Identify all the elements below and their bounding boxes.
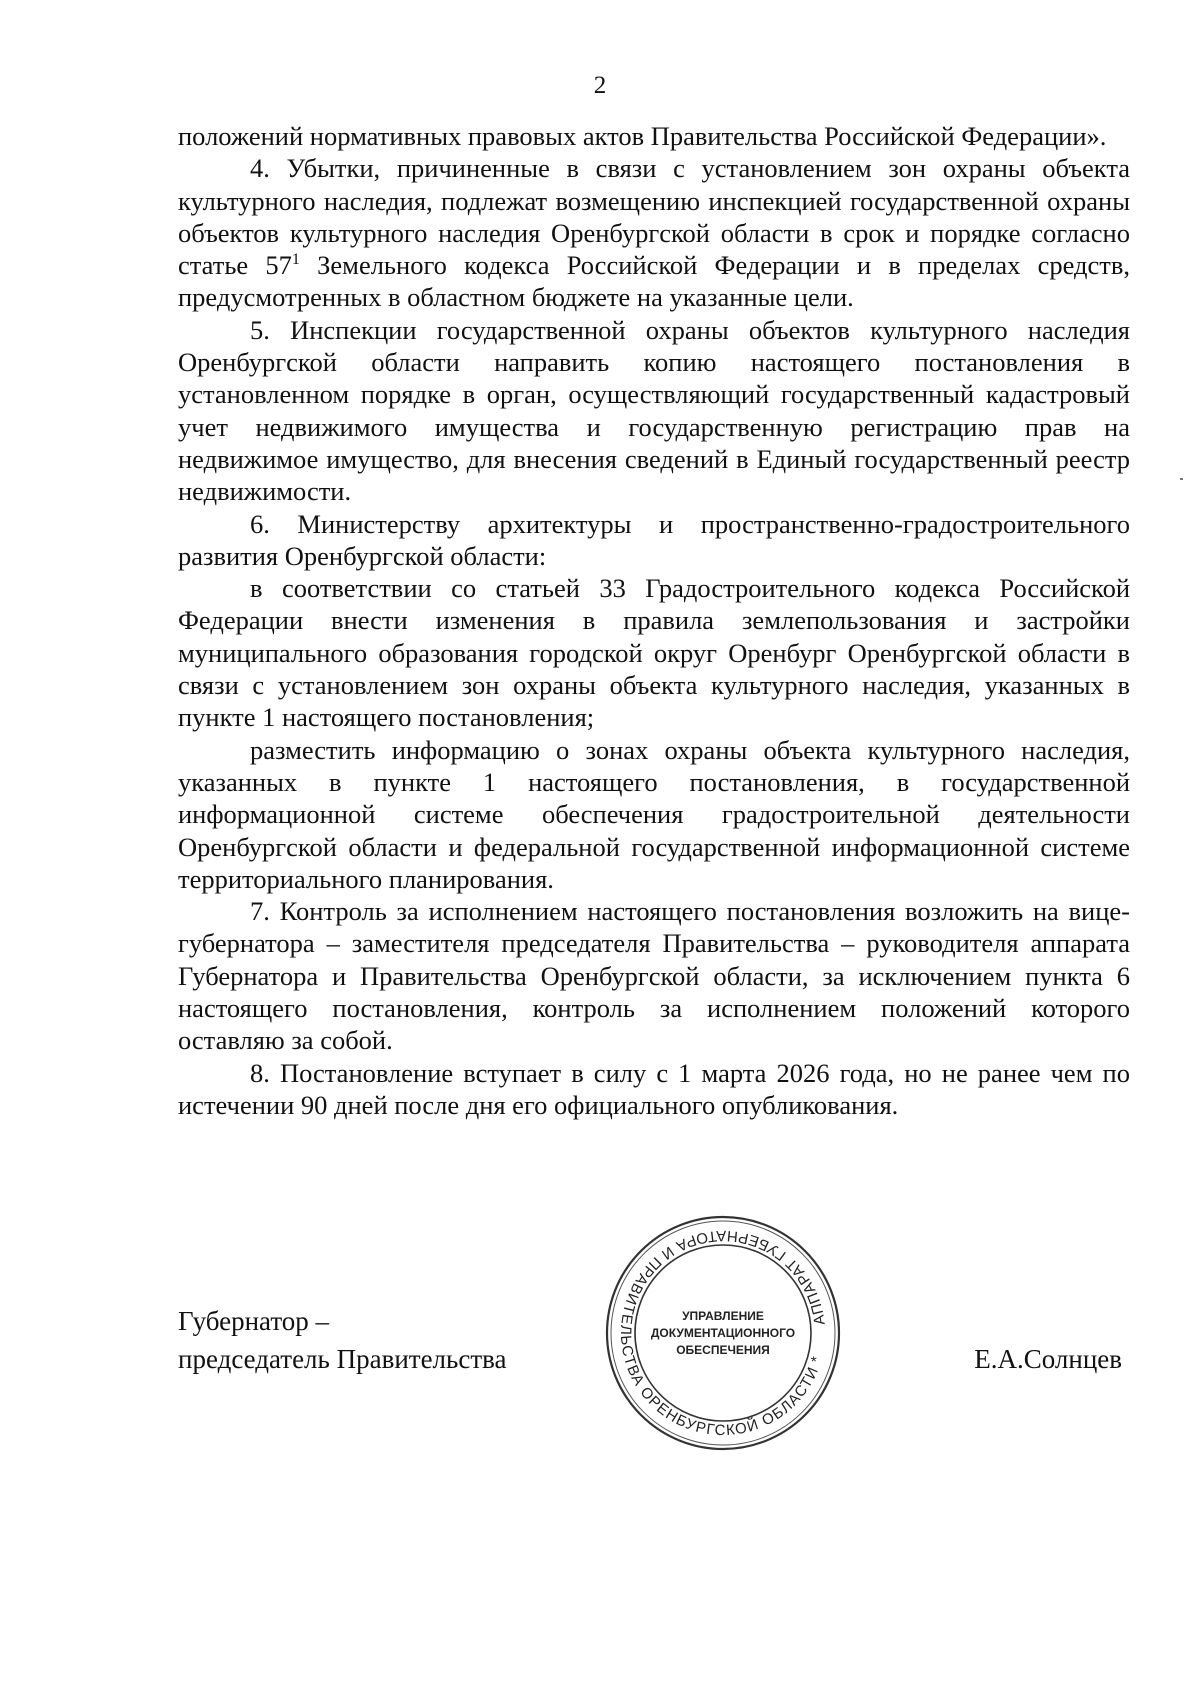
seal-inner-line-1: УПРАВЛЕНИЕ xyxy=(682,1309,764,1323)
seal-inner-line-2: ДОКУМЕНТАЦИОННОГО xyxy=(650,1326,796,1340)
paragraph-item-5: 5. Инспекции государственной охраны объектов культурного наследия Оренбургской области направить копию настоящего постановления в установленном порядке в орган, осуществляющий государственный кадастровый учет недвижимого имущества и государственную регистрацию прав на недвижимое имущество, для внесения сведений в Единый государственный реестр недвижимости. xyxy=(178,314,1130,507)
signatory-name: Е.А.Солнцев xyxy=(974,1344,1122,1374)
paragraph-item-7: 7. Контроль за исполнением настоящего постановления возложить на вице-губернатора – заместителя председателя Правительства – руководителя аппарата Губернатора и Правительства Оренбургской области, за исключением пункта 6 настоящего постановления, контроль за исполнением положений которого оставляю за собой. xyxy=(178,896,1130,1056)
document-body xyxy=(178,120,1130,1121)
signatory-position-line-1: Губернатор – xyxy=(178,1306,330,1336)
paragraph-continuation: положений нормативных правовых актов Правительства Российской Федерации». xyxy=(178,121,1107,151)
paragraph-item-6-sub-2: разместить информацию о зонах охраны объекта культурного наследия, указанных в пункте 1 настоящего постановления, в государственной информационной системе обеспечения градостроительной деятельности Оренбургской области и федеральной государственной информационной системе территориального планирования. xyxy=(178,734,1130,894)
paragraph-item-4-text-a: 4. Убытки, причиненные в связи с установлением зон охраны объекта культурного наследия, подлежат возмещению инспекцией государственной охраны объектов культурного наследия Оренбургской области в срок и порядке согласно статье 57 xyxy=(178,153,1130,281)
paragraph-item-6: 6. Министерству архитектуры и пространственно-градостроительного развития Оренбургской области: xyxy=(178,508,1130,571)
article-superscript: 1 xyxy=(291,251,300,269)
scan-speck xyxy=(1180,478,1183,480)
seal-ring-text: АППАРАТ ГУБЕРНАТОРА И ПРАВИТЕЛЬСТВА ОРЕНБУРГСКОЙ ОБЛАСТИ * xyxy=(616,1226,829,1440)
signatory-position xyxy=(178,1302,507,1378)
page-number: 2 xyxy=(593,72,607,99)
paragraph-item-4-text-b: Земельного кодекса Российской Федерации и в пределах средств, предусмотренных в областном бюджете на указанные цели. xyxy=(178,250,1131,313)
official-seal xyxy=(603,1213,843,1453)
seal-inner-line-3: ОБЕСПЕЧЕНИЯ xyxy=(676,1343,770,1357)
paragraph-item-6-sub-1: в соответствии со статьей 33 Градостроительного кодекса Российской Федерации внести изменения в правила землепользования и застройки муниципального образования городской округ Оренбург Оренбургской области в связи с установлением зон охраны объекта культурного наследия, указанных в пункте 1 настоящего постановления; xyxy=(178,573,1130,733)
signatory-position-line-2: председатель Правительства xyxy=(178,1344,507,1374)
paragraph-item-8: 8. Постановление вступает в силу с 1 марта 2026 года, но не ранее чем по истечении 90 дней после дня его официального опубликования. xyxy=(178,1057,1130,1120)
paragraph-item-4 xyxy=(178,152,1130,313)
